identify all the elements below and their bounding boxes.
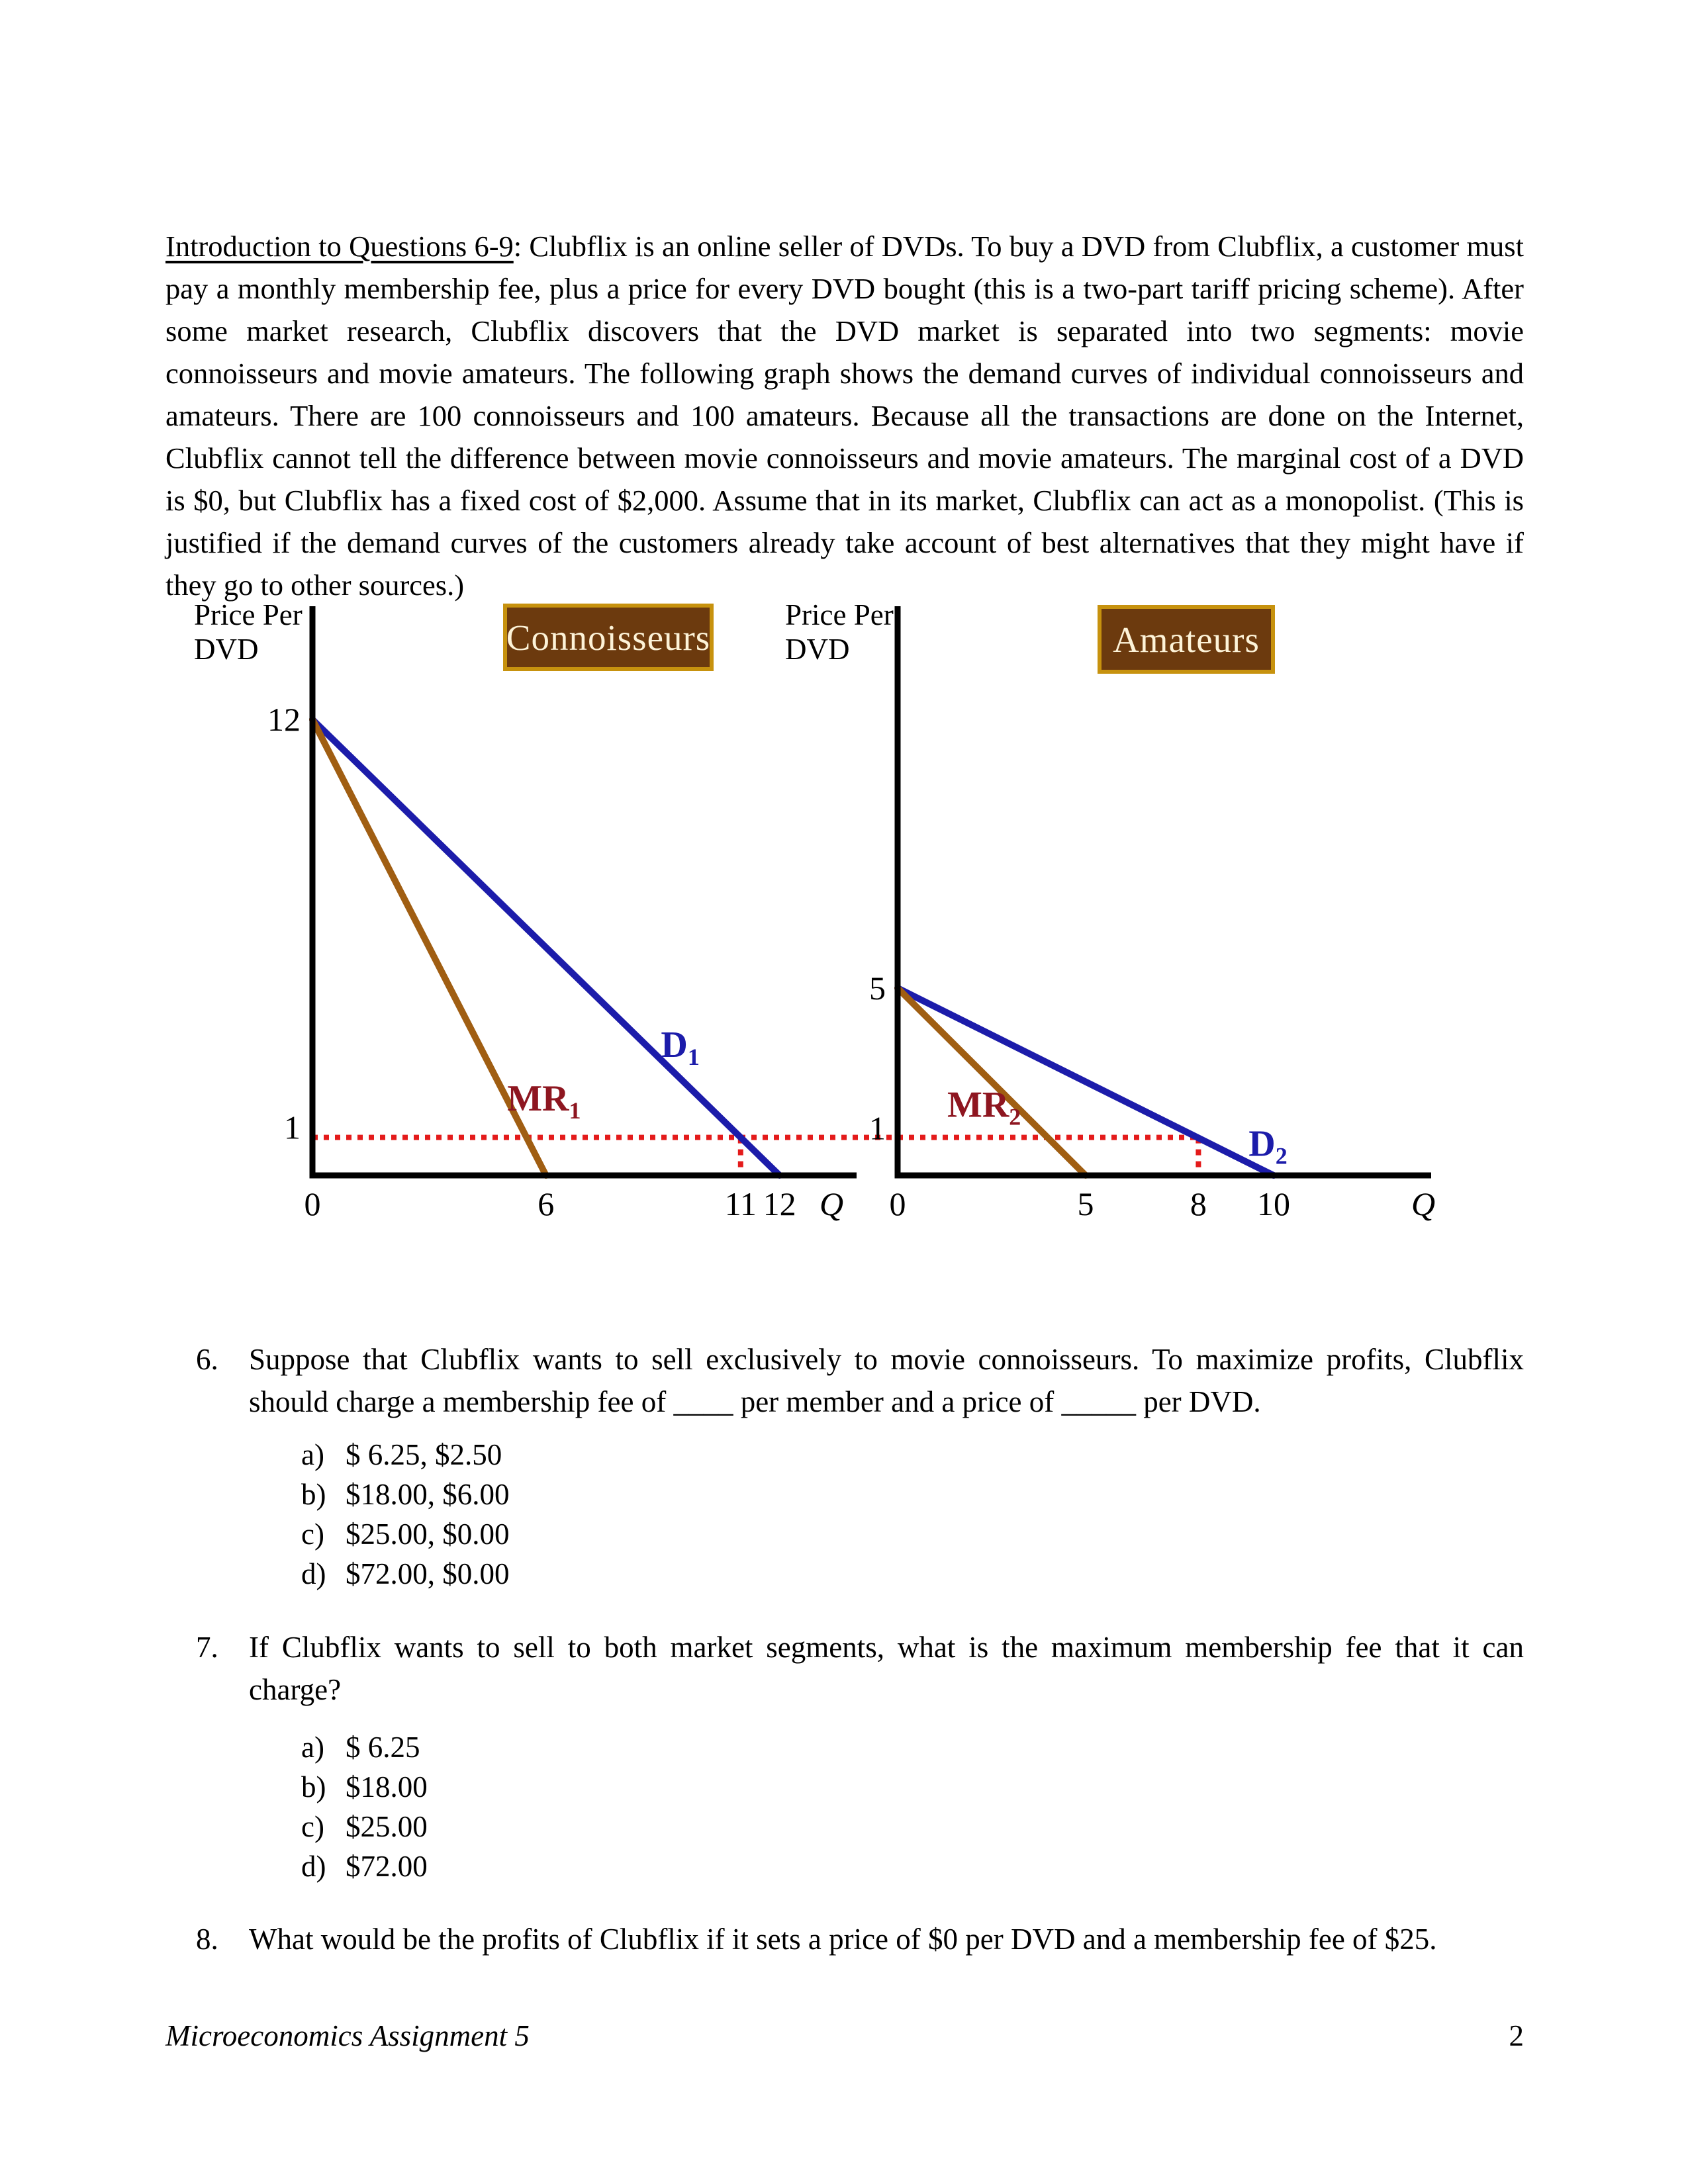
option-text: $18.00, $6.00 xyxy=(346,1478,510,1511)
D1-curve-label: $D_1$ xyxy=(661,1024,700,1070)
option-letter: c) xyxy=(301,1518,324,1551)
option-text: $72.00, $0.00 xyxy=(346,1557,510,1590)
x-tick-label: 0 xyxy=(889,1185,906,1222)
question-6-option-b xyxy=(301,1477,510,1512)
y-axis-label-amateurs: Price Per DVD xyxy=(785,598,894,666)
x-tick-label: 11 xyxy=(724,1185,757,1222)
question-6-number: 6. xyxy=(196,1343,218,1376)
footer-document-title: Microeconomics Assignment 5 xyxy=(165,2019,530,2052)
footer-page-number: 2 xyxy=(1509,2019,1524,2052)
intro-body-text: : Clubflix is an online seller of DVDs. To buy a DVD from Clubflix, a customer must pay a monthly membership fee, plus a price for every DVD bought (this is a two-part tariff pricing scheme). After some market research, Clubflix discovers that the DVD market is separated into two segments: movie connoisseurs and movie amateurs. The following graph shows the demand curves of individual connoisseurs and amateurs. There are 100 connoisseurs and 100 amateurs. Because all the transactions are done on the Internet, Clubflix cannot tell the difference between movie connoisseurs and movie amateurs. The marginal cost of a DVD is $0, but Clubflix has a fixed cost of $2,000. Assume that in its market, Clubflix can act as a monopolist. (This is justified if the demand curves of the customers already take account of best alternatives that they might have if they go to other sources.) xyxy=(165,229,1524,602)
question-7-option-b xyxy=(301,1770,428,1804)
option-text: $ 6.25, $2.50 xyxy=(346,1438,502,1471)
option-letter: c) xyxy=(301,1810,324,1843)
option-text: $ 6.25 xyxy=(346,1731,420,1764)
question-6-text: Suppose that Clubflix wants to sell exclusively to movie connoisseurs. To maximize profits, Clubflix should charge a membership fee of ____ per member and a price of _____ per DVD. xyxy=(249,1343,1524,1418)
x-tick-label: 12 xyxy=(763,1185,796,1222)
option-letter: d) xyxy=(301,1850,326,1883)
question-8-text: What would be the profits of Clubflix if it sets a price of $0 per DVD and a membership fee of $25. xyxy=(249,1923,1437,1956)
MR2-curve-label: $MR_2$ xyxy=(947,1084,1021,1130)
option-text: $18.00 xyxy=(346,1770,428,1803)
x-tick-label: 5 xyxy=(1077,1185,1094,1222)
option-text: $72.00 xyxy=(346,1850,428,1883)
question-7 xyxy=(196,1626,1524,1711)
x-tick-label: 6 xyxy=(538,1185,555,1222)
option-text: $25.00 xyxy=(346,1810,428,1843)
y-axis-label-connoisseurs: Price Per DVD xyxy=(194,598,303,666)
y-tick-label: 12 xyxy=(267,701,301,739)
x-tick-label: 8 xyxy=(1190,1185,1207,1222)
question-7-number: 7. xyxy=(196,1631,218,1664)
intro-heading: Introduction to Questions 6-9 xyxy=(165,229,514,263)
question-6 xyxy=(196,1338,1524,1423)
option-text: $25.00, $0.00 xyxy=(346,1518,510,1551)
option-letter: a) xyxy=(301,1438,324,1471)
option-letter: a) xyxy=(301,1731,324,1764)
x-axis-q-label: Q xyxy=(1411,1185,1436,1222)
question-6-option-a xyxy=(301,1437,502,1472)
question-7-option-a xyxy=(301,1730,420,1764)
x-tick-label: 10 xyxy=(1257,1185,1290,1222)
MR2-curve xyxy=(898,988,1086,1175)
MR1-curve-label: $MR_1$ xyxy=(507,1077,581,1124)
page-footer xyxy=(165,2019,1524,2053)
y-tick-label: 1 xyxy=(284,1109,301,1146)
D2-curve xyxy=(898,988,1274,1175)
question-6-option-d xyxy=(301,1557,510,1591)
y-tick-label: 5 xyxy=(869,970,886,1007)
question-7-text: If Clubflix wants to sell to both market segments, what is the maximum membership fee that it can charge? xyxy=(249,1631,1524,1706)
axes-connoisseurs xyxy=(312,606,857,1175)
D2-curve-label: $D_2$ xyxy=(1248,1123,1288,1169)
option-letter: b) xyxy=(301,1478,326,1511)
y-tick-label: 1 xyxy=(869,1109,886,1147)
x-tick-label: 0 xyxy=(304,1185,321,1222)
chart-title-amateurs: Amateurs xyxy=(1098,605,1275,674)
chart-title-connoisseurs: Connoisseurs xyxy=(503,604,714,671)
question-8 xyxy=(196,1918,1524,1960)
question-8-number: 8. xyxy=(196,1923,218,1956)
question-6-option-c xyxy=(301,1517,510,1551)
question-7-option-c xyxy=(301,1809,428,1844)
option-letter: b) xyxy=(301,1770,326,1803)
question-7-option-d xyxy=(301,1849,428,1884)
x-axis-q-label: Q xyxy=(819,1185,844,1222)
option-letter: d) xyxy=(301,1557,326,1590)
